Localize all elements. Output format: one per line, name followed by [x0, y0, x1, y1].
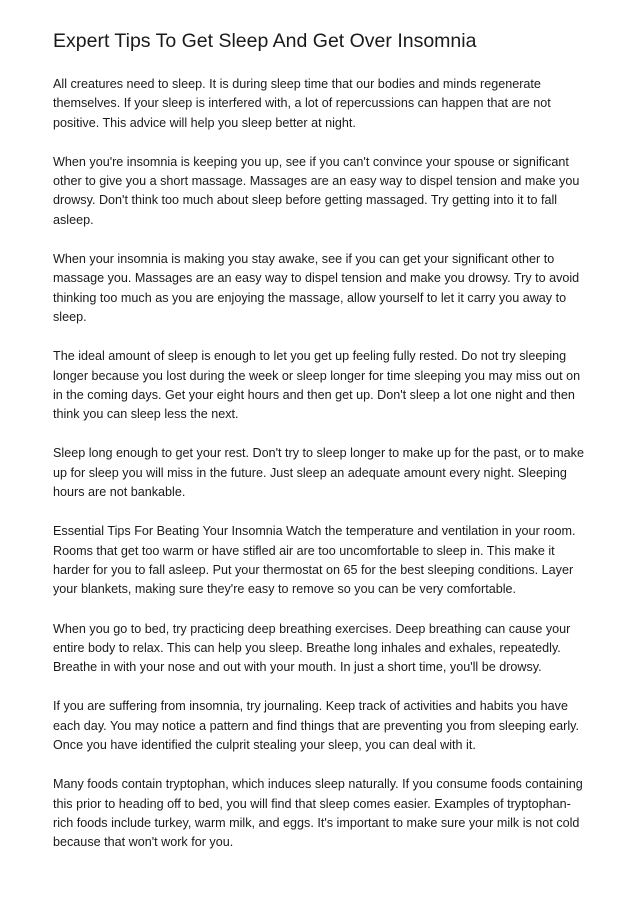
- paragraph-6: Essential Tips For Beating Your Insomnia Watch the temperature and ventilation in your room. Rooms that get too warm or have stifled air are too uncomfortable to sleep in. This make it harder for you to fall asleep. Put your thermostat on 65 for the best sleeping conditions. Layer your blankets, making sure they're easy to remove so you can be very comfortable.: [53, 524, 576, 597]
- paragraph-7: When you go to bed, try practicing deep breathing exercises. Deep breathing can cause your entire body to relax. This can help you sleep. Breathe long inhales and exhales, repeatedly. Breathe in with your nose and out with your mouth. In just a short time, you'll be drowsy.: [53, 621, 571, 675]
- paragraph-1: All creatures need to sleep. It is during sleep time that our bodies and minds regenerate themselves. If your sleep is interfered with, a lot of repercussions can happen that are not positive. This advice will help you sleep better at night.: [53, 77, 551, 130]
- paragraph-3: When your insomnia is making you stay awake, see if you can get your significant other to massage you. Massages are an easy way to dispel tension and make you drowsy. Try to avoid thinking too much as you are enjoying the massage, allow yourself to let it carry you away to sleep.: [53, 252, 580, 324]
- paragraph-4: The ideal amount of sleep is enough to let you get up feeling fully rested. Do not try sleeping longer because you lost during the week or sleep longer for time sleeping you may miss out on in the coming days. Get your eight hours and then get up. Don't sleep a lot one night and then think you can sleep less the next.: [53, 349, 581, 422]
- paragraph-8: If you are suffering from insomnia, try journaling. Keep track of activities and habits you have each day. You may notice a pattern and find things that are preventing you from sleeping early. Once you have identified the culprit stealing your sleep, you can deal with it.: [53, 699, 580, 753]
- paragraph-2: When you're insomnia is keeping you up, see if you can't convince your spouse or significant other to give you a short massage. Massages are an easy way to dispel tension and make you drowsy. Don't think too much about sleep before getting massaged. Try getting into it to fall asleep.: [53, 154, 580, 227]
- paragraph-5: Sleep long enough to get your rest. Don't try to sleep longer to make up for the past, or to make up for sleep you will miss in the future. Just sleep an adequate amount every night. Sleeping hours are not bankable.: [53, 446, 584, 500]
- document-page: [53, 29, 589, 873]
- paragraph-9: Many foods contain tryptophan, which induces sleep naturally. If you consume foods containing this prior to heading off to bed, you will find that sleep comes easier. Examples of tryptophan-rich foods include turkey, warm milk, and eggs. It's important to make sure your milk is not cold because that won't work for you.: [53, 777, 583, 850]
- document-title: Expert Tips To Get Sleep And Get Over Insomnia: [53, 30, 477, 52]
